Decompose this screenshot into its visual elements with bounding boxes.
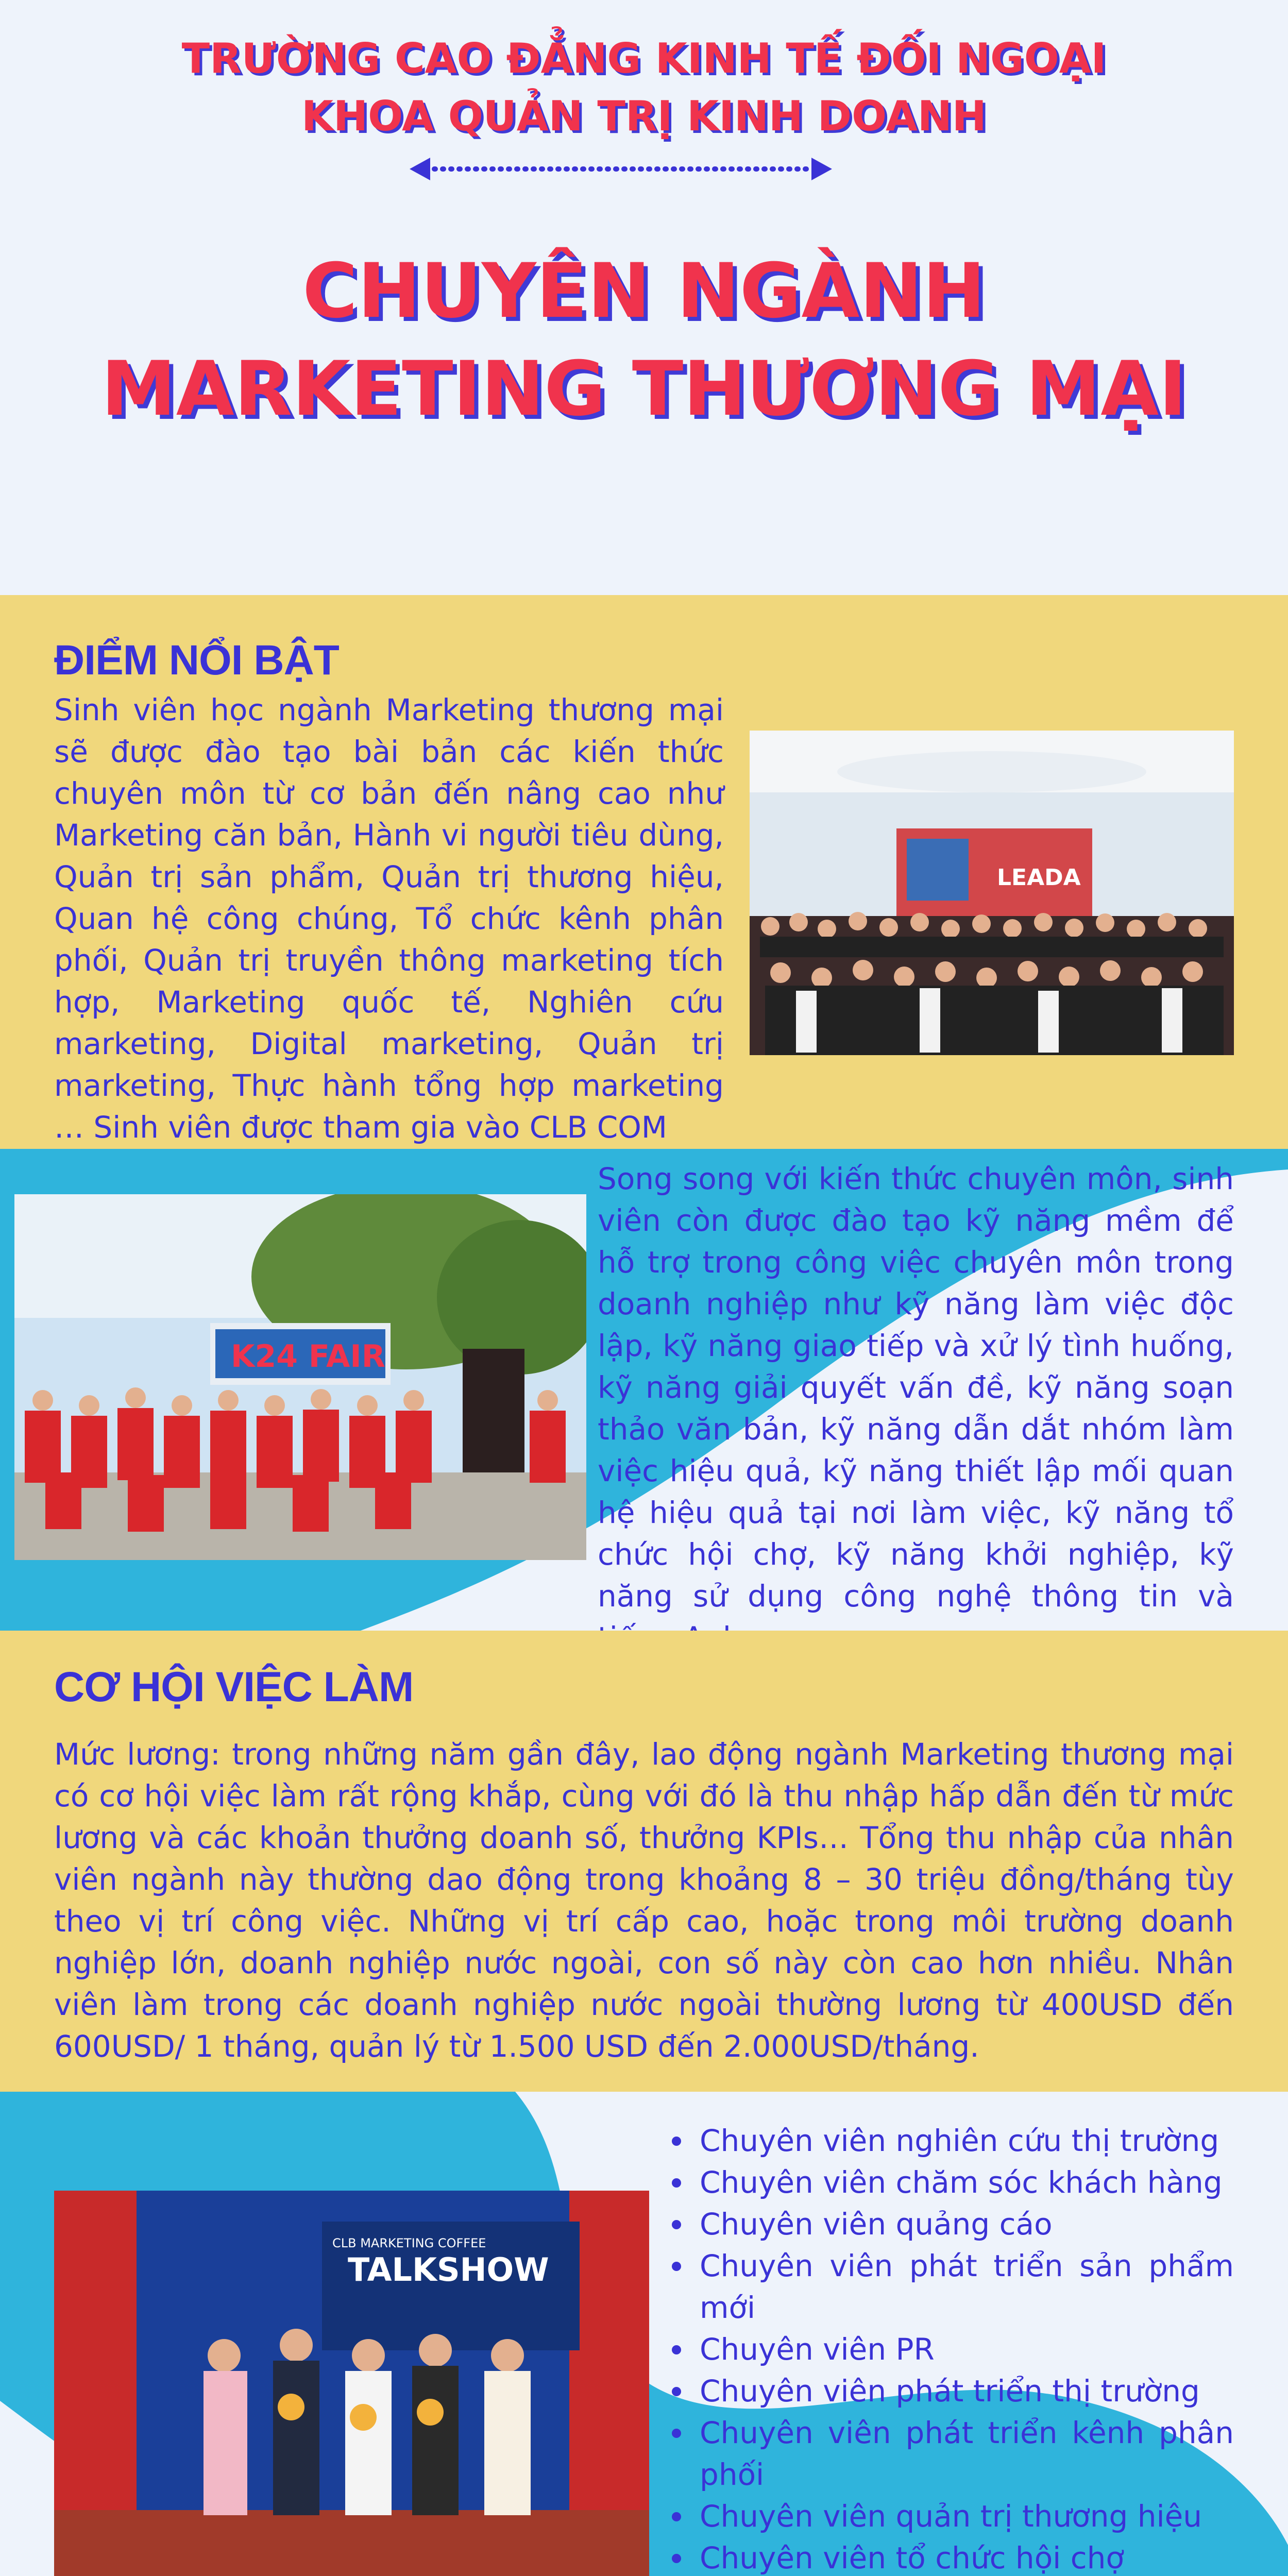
list-item: Chuyên viên nghiên cứu thị trường	[665, 2120, 1234, 2162]
list-item: Chuyên viên chăm sóc khách hàng	[665, 2162, 1234, 2204]
list-item: Chuyên viên PR	[665, 2329, 1234, 2370]
talkshow-title-text: TALKSHOW	[348, 2251, 549, 2289]
salary-paragraph: Mức lương: trong những năm gần đây, lao động ngành Marketing thương mại có cơ hội việc làm rất rộng khắp, cùng với đó là thu nhập hấp dẫn đến từ mức lương và các khoản thưởng doanh số, thưởng KPIs… Tổng thu nhập của nhân viên ngành này thường dao động trong khoảng 8 – 30 triệu đồng/tháng tùy theo vị trí công việc. Những vị trí cấp cao, hoặc trong môi trường doanh nghiệp lớn, doanh nghiệp nước ngoài, con số này còn cao hơn nhiều. Nhân viên làm trong các doanh nghiệp nước ngoài thường lương từ 400USD đến 600USD/ 1 tháng, quản lý từ 1.500 USD đến 2.000USD/tháng.	[54, 1737, 1234, 2064]
highlights-paragraph: Sinh viên học ngành Marketing thương mại sẽ được đào tạo bài bản các kiến thức chuyên môn từ cơ bản đến nâng cao như Marketing căn bản, Hành vi người tiêu dùng, Quản trị sản phẩm, Quản trị thương hiệu, Quan hệ công chúng, Tổ chức kênh phân phối, Quản trị truyền thông marketing tích hợp, Marketing quốc tế, Nghiên cứu marketing, Digital marketing, Quản trị marketing, Thực hành tổng hợp marketing … Sinh viên được tham gia vào CLB COM	[54, 692, 724, 1145]
list-item: Chuyên viên phát triển kênh phân phối	[665, 2412, 1234, 2496]
faculty-name: KHOA QUẢN TRỊ KINH DOANH	[301, 92, 987, 140]
list-item: Chuyên viên tổ chức hội chợ	[665, 2537, 1234, 2576]
major-title-line2: MARKETING THƯƠNG MẠI	[101, 345, 1187, 433]
skills-paragraph: Song song với kiến thức chuyên môn, sinh viên còn được đào tạo kỹ năng mềm để hỗ trợ trong công việc chuyên môn trong doanh nghiệp như kỹ năng làm việc độc lập, kỹ năng giao tiếp và xử lý tình huống, kỹ năng giải quyết vấn đề, kỹ năng soạn thảo văn bản, kỹ năng dẫn dắt nhóm làm việc hiệu quả, kỹ năng thiết lập mối quan hệ hiệu quả tại nơi làm việc, kỹ năng tổ chức hội chợ, kỹ năng khởi nghiệp, kỹ năng sử dụng công nghệ thông tin và	[598, 1161, 1234, 1614]
list-item: Chuyên viên phát triển thị trường	[665, 2370, 1234, 2412]
stage-backdrop-text: LEADA	[997, 865, 1081, 891]
school-header	[0, 30, 1288, 145]
list-item: Chuyên viên phát triển sản phẩm mới	[665, 2245, 1234, 2329]
talkshow-photo	[54, 2191, 649, 2576]
graduation-group-photo	[750, 731, 1234, 1055]
double-arrow-divider	[410, 154, 832, 184]
list-item: Chuyên viên quản trị thương hiệu	[665, 2496, 1234, 2537]
fair-group-photo	[14, 1194, 586, 1560]
job-titles-list	[665, 2120, 1234, 2576]
list-item: Chuyên viên quảng cáo	[665, 2204, 1234, 2245]
highlights-heading: ĐIỂM NỔI BẬT	[54, 637, 339, 684]
fair-banner-text: K24 FAIR	[231, 1338, 385, 1375]
school-name: TRƯỜNG CAO ĐẲNG KINH TẾ ĐỐI NGOẠI	[181, 35, 1107, 82]
major-title	[0, 242, 1288, 438]
careers-heading: CƠ HỘI VIỆC LÀM	[54, 1664, 414, 1710]
talkshow-club-text: CLB MARKETING COFFEE	[332, 2236, 486, 2250]
major-title-line1: CHUYÊN NGÀNH	[302, 247, 986, 335]
